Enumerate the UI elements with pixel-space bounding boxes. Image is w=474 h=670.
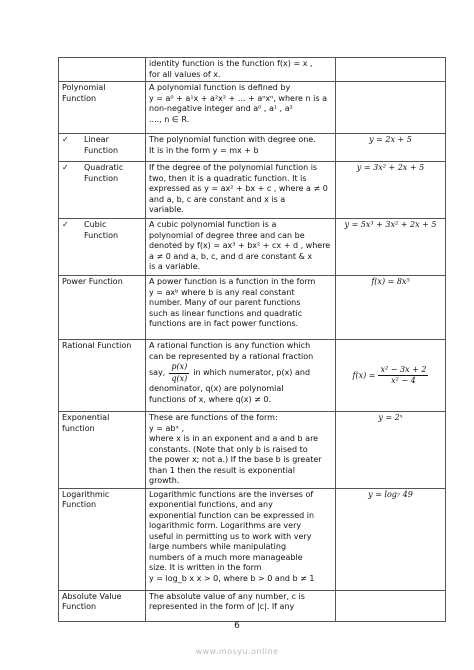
description-line: A polynomial function is defined by bbox=[149, 83, 291, 92]
function-name: Rational Function bbox=[62, 341, 132, 350]
function-name-cell bbox=[59, 134, 146, 162]
function-name-cell bbox=[59, 58, 146, 82]
description-cell bbox=[146, 134, 336, 162]
description-cell bbox=[146, 219, 336, 276]
table-row bbox=[59, 276, 446, 340]
example-cell bbox=[336, 276, 446, 340]
check-icon: ✓ bbox=[62, 135, 69, 144]
example-cell bbox=[336, 58, 446, 82]
description-line: exponential function can be expressed in bbox=[149, 510, 315, 520]
description-line: y = a⁰ + a¹x + a²x² + ... + aⁿxⁿ, where n is a bbox=[149, 93, 327, 103]
description-line: the power x; not a.) If the base b is greater bbox=[149, 455, 322, 464]
description-line: The absolute value of any number, c is bbox=[149, 591, 305, 601]
table-row bbox=[59, 162, 446, 219]
example-formula: f(x) = 8x⁵ bbox=[371, 277, 410, 286]
function-name: Power Function bbox=[62, 277, 123, 286]
description-line: polynomial of degree three and can be bbox=[149, 230, 305, 240]
description-line: growth. bbox=[149, 476, 180, 485]
description-line: y = abˣ , bbox=[149, 423, 185, 433]
example-cell bbox=[336, 162, 446, 219]
table-row bbox=[59, 82, 446, 134]
description-line: Logarithmic functions are the inverses of bbox=[149, 489, 314, 499]
description-line: two, then it is a quadratic function. It is bbox=[149, 173, 307, 183]
function-name: Logarithmic Function bbox=[62, 489, 110, 509]
table-row bbox=[59, 340, 446, 412]
example-cell bbox=[336, 134, 446, 162]
description-cell bbox=[146, 340, 336, 412]
example-denominator: x² − 4 bbox=[391, 376, 416, 385]
description-cell bbox=[146, 276, 336, 340]
description-line: such as linear functions and quadratic bbox=[149, 308, 303, 318]
table-row bbox=[59, 219, 446, 276]
description-line: If the degree of the polynomial function is bbox=[149, 163, 318, 172]
check-icon: ✓ bbox=[62, 220, 69, 229]
function-name: Linear Function bbox=[84, 135, 119, 155]
description-cell bbox=[146, 412, 336, 489]
description-line: for all values of x. bbox=[149, 69, 221, 79]
description-line: functions are in fact power functions. bbox=[149, 319, 299, 328]
description-line: constants. (Note that only b is raised to bbox=[149, 444, 308, 454]
description-line: expressed as y = ax² + bx + c , where a ≠ 0 bbox=[149, 184, 328, 193]
description-line: non-negative integer and a⁰ , a¹ , a² bbox=[149, 104, 293, 113]
example-formula: y = 5x³ + 3x² + 2x + 5 bbox=[344, 220, 437, 229]
example-cell bbox=[336, 590, 446, 621]
example-fraction bbox=[378, 365, 428, 387]
check-icon: ✓ bbox=[62, 163, 69, 172]
table-row bbox=[59, 58, 446, 82]
description-cell bbox=[146, 162, 336, 219]
description-line: logarithmic form. Logarithms are very bbox=[149, 521, 302, 530]
description-line: variable. bbox=[149, 205, 184, 214]
function-name-cell bbox=[59, 219, 146, 276]
function-name: Exponential function bbox=[62, 413, 110, 433]
description-line: than 1 then the result is exponential bbox=[149, 465, 295, 475]
description-line: is a variable. bbox=[149, 262, 201, 271]
example-cell bbox=[336, 488, 446, 590]
description-line: y = axᵇ where b is any real constant bbox=[149, 287, 295, 297]
function-name: Cubic Function bbox=[84, 220, 119, 240]
description-cell bbox=[146, 590, 336, 621]
description-cell bbox=[146, 58, 336, 82]
description-line: denoted by f(x) = ax³ + bx² + cx + d , where bbox=[149, 241, 331, 250]
function-name-cell bbox=[59, 340, 146, 412]
example-numerator: x² − 3x + 2 bbox=[378, 365, 428, 377]
description-line: A power function is a function in the form bbox=[149, 277, 316, 286]
description-line: can be represented by a rational fraction bbox=[149, 351, 314, 361]
function-name: Polynomial Function bbox=[62, 83, 106, 103]
description-cell bbox=[146, 82, 336, 134]
description-line: These are functions of the form: bbox=[149, 413, 278, 422]
description-line: The polynomial function with degree one. bbox=[149, 135, 316, 144]
watermark: www.mosyu.online bbox=[195, 647, 279, 656]
description-line: in which numerator, p(x) and bbox=[193, 367, 311, 377]
example-cell bbox=[336, 340, 446, 412]
example-cell bbox=[336, 412, 446, 489]
description-line: number. Many of our parent functions bbox=[149, 298, 301, 307]
description-line: where x is in an exponent and a and b are bbox=[149, 434, 319, 443]
function-name-cell bbox=[59, 82, 146, 134]
description-line: A rational function is any function which bbox=[149, 341, 311, 350]
description-line: and a, b, c are constant and x is a bbox=[149, 194, 286, 204]
example-formula: y = 2ˣ bbox=[378, 413, 403, 422]
example-formula: y = 3x² + 2x + 5 bbox=[356, 163, 425, 172]
function-name-cell bbox=[59, 590, 146, 621]
description-line: numbers of a much more manageable bbox=[149, 552, 303, 562]
description-line: size. It is written in the form bbox=[149, 563, 262, 572]
description-line: useful in permitting us to work with very bbox=[149, 531, 312, 541]
description-line: large numbers while manipulating bbox=[149, 542, 287, 551]
fraction-numerator: p(x) bbox=[169, 362, 189, 374]
function-name: Absolute Value Function bbox=[62, 591, 122, 611]
page-number: 6 bbox=[234, 621, 240, 631]
description-line: It is in the form y = mx + b bbox=[149, 145, 259, 155]
table-row bbox=[59, 412, 446, 489]
function-name-cell bbox=[59, 276, 146, 340]
description-line: identity function is the function f(x) = x , bbox=[149, 59, 313, 68]
description-line: say, bbox=[149, 367, 166, 377]
functions-table bbox=[58, 57, 446, 622]
table-row bbox=[59, 488, 446, 590]
description-line: functions of x, where q(x) ≠ 0. bbox=[149, 394, 272, 404]
description-line: A cubic polynomial function is a bbox=[149, 220, 277, 229]
fraction bbox=[169, 362, 189, 384]
example-cell bbox=[336, 82, 446, 134]
table-row bbox=[59, 590, 446, 621]
function-name-cell bbox=[59, 162, 146, 219]
table-row bbox=[59, 134, 446, 162]
description-line: a ≠ 0 and a, b, c, and d are constant & x bbox=[149, 251, 313, 261]
function-name-cell bbox=[59, 488, 146, 590]
description-line: exponential functions, and any bbox=[149, 500, 273, 509]
function-name-cell bbox=[59, 412, 146, 489]
example-cell bbox=[336, 219, 446, 276]
example-formula: y = log₇ 49 bbox=[368, 489, 413, 499]
description-line: y = log_b x x > 0, where b > 0 and b ≠ 1 bbox=[149, 573, 315, 583]
example-lhs: f(x) = bbox=[352, 370, 376, 380]
fraction-denominator: q(x) bbox=[171, 373, 188, 383]
function-name: Quadratic Function bbox=[84, 163, 124, 183]
example-formula: y = 2x + 5 bbox=[369, 135, 412, 144]
description-line: ...., n ∈ R. bbox=[149, 114, 190, 124]
description-line: represented in the form of |c|. If any bbox=[149, 602, 295, 611]
description-line: denominator, q(x) are polynomial bbox=[149, 384, 284, 393]
description-cell bbox=[146, 488, 336, 590]
